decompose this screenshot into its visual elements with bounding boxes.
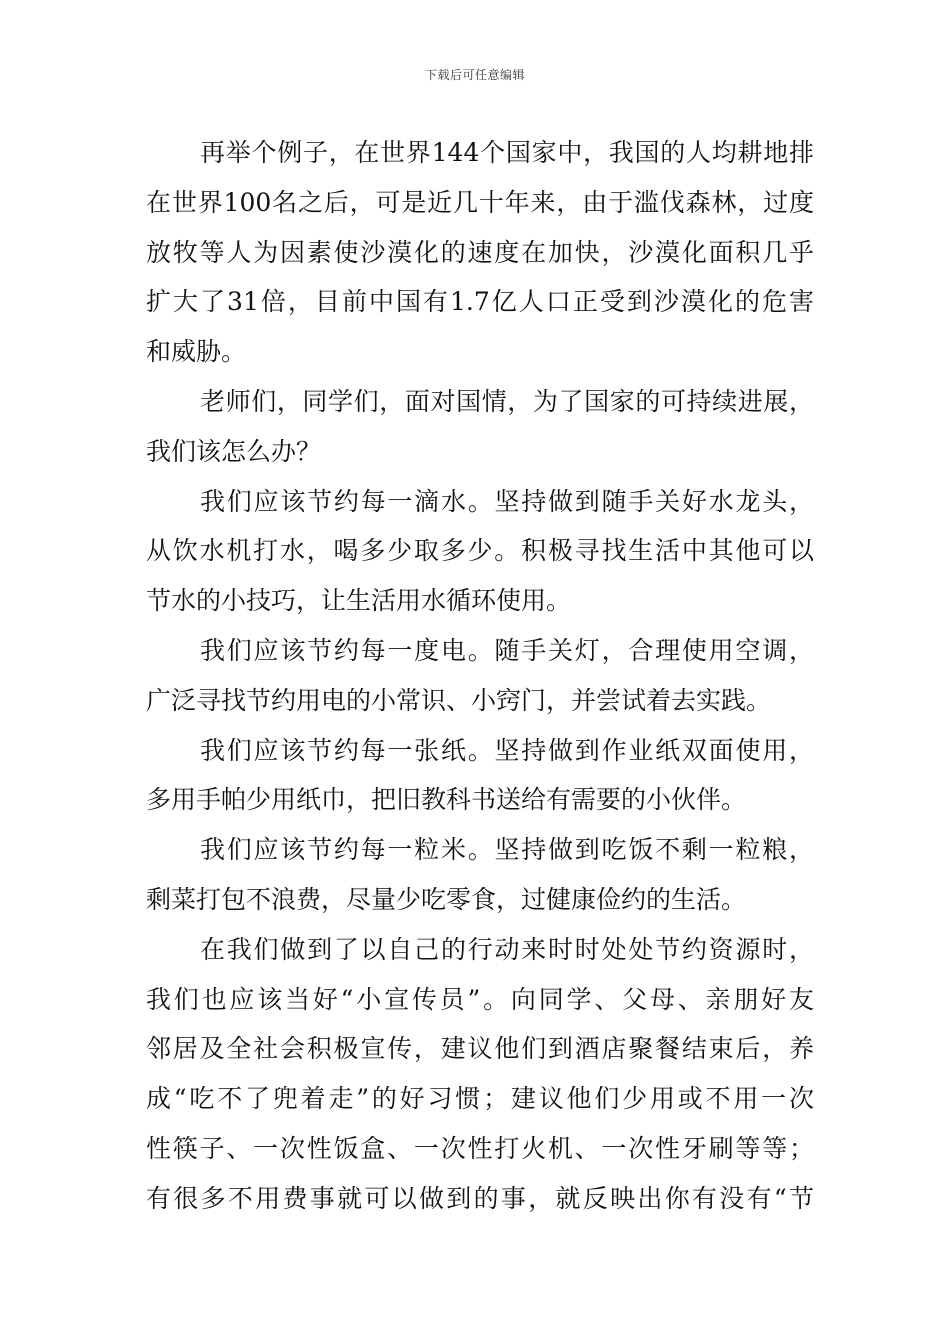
- paragraph-line: 扩大了31倍，目前中国有1.7亿人口正受到沙漠化的危害: [146, 287, 814, 317]
- paragraph-line: 节水的小技巧，让生活用水循环使用。: [146, 586, 572, 616]
- paragraph-line: 我们应该节约每一张纸。坚持做到作业纸双面使用，: [200, 735, 814, 765]
- paragraph-line: 老师们，同学们，面对国情，为了国家的可持续进展，: [200, 386, 814, 416]
- paragraph-line: 在我们做到了以自己的行动来时时处处节约资源时，: [200, 934, 814, 964]
- paragraph-line: 成“吃不了兜着走”的好习惯；建议他们少用或不用一次: [146, 1084, 814, 1114]
- paragraph-desertification: [146, 128, 814, 377]
- paragraph-line: 我们也应该当好“小宣传员”。向同学、父母、亲朋好友: [146, 984, 814, 1014]
- paragraph-line: 从饮水机打水，喝多少取多少。积极寻找生活中其他可以: [146, 536, 814, 566]
- paragraph-line: 剩菜打包不浪费，尽量少吃零食，过健康俭约的生活。: [146, 884, 747, 914]
- document-body: [146, 128, 814, 1224]
- paragraph-line: 邻居及全社会积极宣传，建议他们到酒店聚餐结束后，养: [146, 1034, 814, 1064]
- page-header-caption: 下载后可任意编辑: [424, 68, 525, 82]
- paragraph-line: 有很多不用费事就可以做到的事，就反映出你有没有“节: [146, 1183, 814, 1213]
- paragraph-question: [146, 377, 814, 477]
- paragraph-line: 我们该怎么办？: [146, 436, 322, 466]
- paragraph-line: 多用手帕少用纸巾，把旧教科书送给有需要的小伙伴。: [146, 785, 747, 815]
- paragraph-line: 在世界100名之后，可是近几十年来，由于滥伐森林，过度: [146, 187, 814, 217]
- paragraph-save-electricity: [146, 626, 814, 726]
- paragraph-line: 我们应该节约每一度电。随手关灯，合理使用空调，: [200, 635, 814, 665]
- paragraph-line: 和威胁。: [146, 337, 247, 367]
- paragraph-line: 广泛寻找节约用电的小常识、小窍门，并尝试着去实践。: [146, 685, 772, 715]
- paragraph-save-paper: [146, 726, 814, 826]
- paragraph-line: 我们应该节约每一粒米。坚持做到吃饭不剩一粒粮，: [200, 835, 814, 865]
- paragraph-save-water: [146, 477, 814, 626]
- paragraph-save-rice: [146, 825, 814, 925]
- paragraph-line: 我们应该节约每一滴水。坚持做到随手关好水龙头，: [200, 486, 814, 516]
- paragraph-line: 放牧等人为因素使沙漠化的速度在加快，沙漠化面积几乎: [146, 237, 814, 267]
- paragraph-promotion: [146, 925, 814, 1224]
- paragraph-line: 性筷子、一次性饭盒、一次性打火机、一次性牙刷等等；: [146, 1133, 814, 1163]
- paragraph-line: 再举个例子，在世界144个国家中，我国的人均耕地排: [200, 138, 814, 167]
